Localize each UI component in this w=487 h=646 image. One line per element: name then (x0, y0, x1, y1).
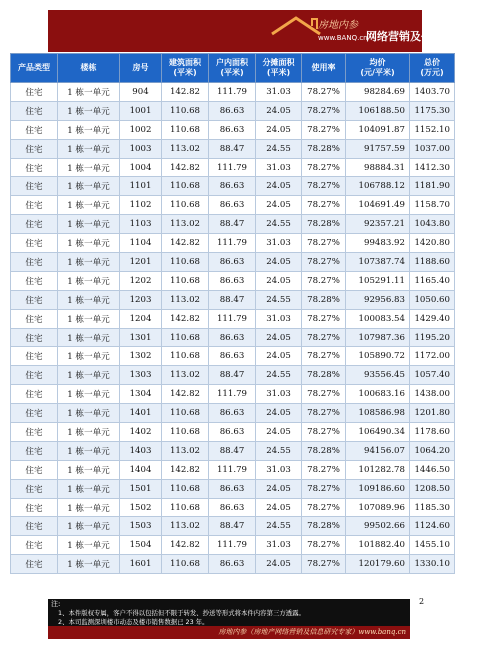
column-header-label: 户内面积 (216, 58, 248, 67)
table-cell: 1103 (120, 215, 162, 234)
column-header-label: 总价 (424, 58, 440, 67)
table-cell: 住宅 (11, 271, 58, 290)
table-cell: 住宅 (11, 404, 58, 423)
column-header-unit: (平米) (173, 68, 197, 77)
table-cell: 住宅 (11, 536, 58, 555)
note-monitoring: 2、本司监测深圳楼市动态及楼市销售数据已 23 年。 (58, 618, 209, 626)
column-header-label: 均价 (369, 58, 386, 67)
table-cell: 86.63 (209, 177, 256, 196)
column-header (162, 54, 209, 83)
table-cell: 110.68 (162, 196, 209, 215)
table-cell: 住宅 (11, 498, 58, 517)
table-cell: 1303 (120, 366, 162, 385)
table-cell: 1330.10 (410, 555, 455, 574)
table-cell: 78.27% (302, 404, 346, 423)
column-header (209, 54, 256, 83)
table-cell: 住宅 (11, 83, 58, 102)
table-cell: 111.79 (209, 309, 256, 328)
table-cell: 24.05 (256, 120, 302, 139)
table-cell: 78.27% (302, 271, 346, 290)
table-cell: 1402 (120, 423, 162, 442)
table-cell: 111.79 (209, 234, 256, 253)
table-cell: 住宅 (11, 177, 58, 196)
table-cell: 88.47 (209, 366, 256, 385)
table-cell: 24.05 (256, 423, 302, 442)
table-cell: 1104 (120, 234, 162, 253)
table-cell: 98884.31 (346, 158, 410, 177)
table-cell: 31.03 (256, 385, 302, 404)
note-copyright: 1、本件版权专属，客户不得以包括但不限于转发、抄送等形式将本件内容第三方透露。 (58, 609, 305, 617)
column-header-label: 房号 (132, 63, 149, 72)
table-cell: 24.05 (256, 253, 302, 272)
table-cell: 1 栋一单元 (58, 177, 120, 196)
table-cell: 110.68 (162, 555, 209, 574)
table-cell: 1178.60 (410, 423, 455, 442)
table-cell: 1 栋一单元 (58, 498, 120, 517)
table-cell: 1195.20 (410, 328, 455, 347)
table-cell: 100083.54 (346, 309, 410, 328)
table-cell: 24.05 (256, 404, 302, 423)
table-cell: 1455.10 (410, 536, 455, 555)
table-cell: 1124.60 (410, 517, 455, 536)
table-cell: 1175.30 (410, 101, 455, 120)
table-header-row (11, 54, 455, 83)
table-row (11, 441, 455, 460)
table-row (11, 139, 455, 158)
page-number: 2 (419, 597, 425, 606)
column-header (11, 54, 58, 83)
table-cell: 86.63 (209, 120, 256, 139)
column-header (120, 54, 162, 83)
table-row (11, 101, 455, 120)
table-cell: 110.68 (162, 120, 209, 139)
table-cell: 86.63 (209, 253, 256, 272)
table-cell: 1152.10 (410, 120, 455, 139)
table-cell: 住宅 (11, 215, 58, 234)
table-cell: 1 栋一单元 (58, 290, 120, 309)
table-cell: 113.02 (162, 517, 209, 536)
table-cell: 住宅 (11, 196, 58, 215)
table-row (11, 309, 455, 328)
notes-label: 注: (51, 600, 61, 608)
table-cell: 78.27% (302, 309, 346, 328)
table-cell: 1 栋一单元 (58, 271, 120, 290)
table-cell: 78.27% (302, 385, 346, 404)
table-cell: 78.27% (302, 120, 346, 139)
table-cell: 24.05 (256, 328, 302, 347)
table-cell: 113.02 (162, 441, 209, 460)
table-cell: 107387.74 (346, 253, 410, 272)
table-cell: 1 栋一单元 (58, 385, 120, 404)
table-cell: 106188.50 (346, 101, 410, 120)
table-cell: 110.68 (162, 271, 209, 290)
table-cell: 1403 (120, 441, 162, 460)
table-cell: 1403.70 (410, 83, 455, 102)
footer-bar (48, 626, 410, 639)
table-cell: 31.03 (256, 460, 302, 479)
table-cell: 1446.50 (410, 460, 455, 479)
table-cell: 1420.80 (410, 234, 455, 253)
table-cell: 1201 (120, 253, 162, 272)
column-header-label: 使用率 (311, 63, 336, 72)
table-cell: 1102 (120, 196, 162, 215)
table-cell: 1 栋一单元 (58, 309, 120, 328)
table-cell: 1504 (120, 536, 162, 555)
table-row (11, 83, 455, 102)
table-cell: 78.27% (302, 196, 346, 215)
table-cell: 1 栋一单元 (58, 196, 120, 215)
table-cell: 1001 (120, 101, 162, 120)
table-cell: 1158.70 (410, 196, 455, 215)
table-cell: 78.27% (302, 536, 346, 555)
table-cell: 1 栋一单元 (58, 366, 120, 385)
table-cell: 1 栋一单元 (58, 328, 120, 347)
table-cell: 78.27% (302, 498, 346, 517)
table-cell: 113.02 (162, 215, 209, 234)
table-cell: 1 栋一单元 (58, 460, 120, 479)
table-row (11, 498, 455, 517)
table-cell: 31.03 (256, 309, 302, 328)
table-cell: 住宅 (11, 555, 58, 574)
table-cell: 142.82 (162, 385, 209, 404)
banner-title: 网络营销及信息研究专家 (366, 30, 487, 43)
table-row (11, 536, 455, 555)
table-cell: 31.03 (256, 536, 302, 555)
table-cell: 78.27% (302, 253, 346, 272)
table-cell: 142.82 (162, 460, 209, 479)
table-cell: 107987.36 (346, 328, 410, 347)
table-cell: 86.63 (209, 101, 256, 120)
top-banner (48, 10, 487, 52)
table-cell: 111.79 (209, 83, 256, 102)
table-cell: 142.82 (162, 309, 209, 328)
table-cell: 24.05 (256, 271, 302, 290)
table-cell: 24.05 (256, 479, 302, 498)
table-cell: 24.55 (256, 139, 302, 158)
table-cell: 100683.16 (346, 385, 410, 404)
table-cell: 1404 (120, 460, 162, 479)
table-cell: 1 栋一单元 (58, 441, 120, 460)
table-cell: 1 栋一单元 (58, 536, 120, 555)
table-cell: 住宅 (11, 441, 58, 460)
table-cell: 24.55 (256, 517, 302, 536)
table-cell: 86.63 (209, 423, 256, 442)
table-cell: 住宅 (11, 385, 58, 404)
table-cell: 1181.90 (410, 177, 455, 196)
table-cell: 1438.00 (410, 385, 455, 404)
table-cell: 住宅 (11, 101, 58, 120)
table-row (11, 234, 455, 253)
table-cell: 1201.80 (410, 404, 455, 423)
table-cell: 110.68 (162, 177, 209, 196)
table-cell: 78.28% (302, 290, 346, 309)
table-cell: 住宅 (11, 290, 58, 309)
table-cell: 1 栋一单元 (58, 404, 120, 423)
table-cell: 86.63 (209, 271, 256, 290)
table-cell: 101882.40 (346, 536, 410, 555)
table-row (11, 385, 455, 404)
table-cell: 113.02 (162, 290, 209, 309)
table-row (11, 177, 455, 196)
table-cell: 904 (120, 83, 162, 102)
table-cell: 108586.98 (346, 404, 410, 423)
table-row (11, 517, 455, 536)
table-cell: 1002 (120, 120, 162, 139)
table-row (11, 328, 455, 347)
table-cell: 1 栋一单元 (58, 83, 120, 102)
column-header-label: 产品类型 (18, 63, 50, 72)
table-cell: 24.55 (256, 366, 302, 385)
table-cell: 105291.11 (346, 271, 410, 290)
table-body (11, 83, 455, 574)
table-cell: 住宅 (11, 139, 58, 158)
table-row (11, 253, 455, 272)
table-cell: 78.28% (302, 366, 346, 385)
table-cell: 86.63 (209, 404, 256, 423)
column-header-label: 建筑面积 (169, 58, 201, 67)
table-cell: 1172.00 (410, 347, 455, 366)
table-row (11, 555, 455, 574)
table-cell: 1 栋一单元 (58, 423, 120, 442)
table-cell: 92357.21 (346, 215, 410, 234)
column-header (346, 54, 410, 83)
table-row (11, 347, 455, 366)
table-cell: 1003 (120, 139, 162, 158)
table-cell: 94156.07 (346, 441, 410, 460)
table-cell: 98284.69 (346, 83, 410, 102)
table-cell: 78.28% (302, 517, 346, 536)
logo-name: 房地内参 (318, 20, 358, 31)
column-header-unit: (元/平米) (360, 68, 395, 77)
table-cell: 住宅 (11, 423, 58, 442)
table-row (11, 290, 455, 309)
table-cell: 111.79 (209, 158, 256, 177)
table-cell: 1412.30 (410, 158, 455, 177)
table-cell: 1004 (120, 158, 162, 177)
table-cell: 住宅 (11, 347, 58, 366)
table-cell: 24.55 (256, 215, 302, 234)
table-cell: 住宅 (11, 309, 58, 328)
table-cell: 1 栋一单元 (58, 555, 120, 574)
column-header (302, 54, 346, 83)
column-header-unit: (万元) (420, 68, 444, 77)
table-cell: 78.27% (302, 158, 346, 177)
table-cell: 104091.87 (346, 120, 410, 139)
table-cell: 120179.60 (346, 555, 410, 574)
table-cell: 31.03 (256, 83, 302, 102)
table-cell: 1204 (120, 309, 162, 328)
table-cell: 24.05 (256, 177, 302, 196)
table-cell: 88.47 (209, 517, 256, 536)
table-row (11, 120, 455, 139)
table-cell: 110.68 (162, 347, 209, 366)
table-cell: 1 栋一单元 (58, 215, 120, 234)
table-cell: 1 栋一单元 (58, 479, 120, 498)
table-cell: 142.82 (162, 536, 209, 555)
table-cell: 24.55 (256, 441, 302, 460)
table-cell: 109186.60 (346, 479, 410, 498)
table-cell: 113.02 (162, 139, 209, 158)
table-cell: 86.63 (209, 555, 256, 574)
table-cell: 99502.66 (346, 517, 410, 536)
table-cell: 1185.30 (410, 498, 455, 517)
table-cell: 110.68 (162, 101, 209, 120)
table-cell: 78.27% (302, 234, 346, 253)
table-cell: 110.68 (162, 423, 209, 442)
table-cell: 住宅 (11, 234, 58, 253)
table-cell: 1064.20 (410, 441, 455, 460)
table-cell: 88.47 (209, 139, 256, 158)
table-cell: 1050.60 (410, 290, 455, 309)
table-cell: 1203 (120, 290, 162, 309)
table-cell: 86.63 (209, 196, 256, 215)
column-header (58, 54, 120, 83)
table-cell: 111.79 (209, 385, 256, 404)
table-cell: 1502 (120, 498, 162, 517)
table-cell: 78.28% (302, 215, 346, 234)
column-header-label: 楼栋 (80, 63, 97, 72)
table-cell: 1 栋一单元 (58, 139, 120, 158)
table-cell: 91757.59 (346, 139, 410, 158)
table-row (11, 215, 455, 234)
table-cell: 1401 (120, 404, 162, 423)
table-cell: 93556.45 (346, 366, 410, 385)
table-cell: 110.68 (162, 479, 209, 498)
table-row (11, 366, 455, 385)
table-cell: 142.82 (162, 158, 209, 177)
table-cell: 1202 (120, 271, 162, 290)
table-cell: 78.27% (302, 423, 346, 442)
table-cell: 1 栋一单元 (58, 253, 120, 272)
table-cell: 86.63 (209, 498, 256, 517)
table-cell: 1 栋一单元 (58, 234, 120, 253)
table-cell: 住宅 (11, 120, 58, 139)
table-cell: 78.27% (302, 460, 346, 479)
table-cell: 1 栋一单元 (58, 101, 120, 120)
table-cell: 88.47 (209, 290, 256, 309)
table-row (11, 460, 455, 479)
table-cell: 1 栋一单元 (58, 347, 120, 366)
table-row (11, 479, 455, 498)
table-cell: 92956.83 (346, 290, 410, 309)
table-cell: 86.63 (209, 328, 256, 347)
table-cell: 24.05 (256, 101, 302, 120)
table-cell: 1 栋一单元 (58, 120, 120, 139)
footer-brand-text: 房地内参（房地产网络营销及信息研究专家）www.banq.cn (218, 628, 406, 636)
column-header (410, 54, 455, 83)
table-cell: 101282.78 (346, 460, 410, 479)
table-cell: 24.55 (256, 290, 302, 309)
table-cell: 1188.60 (410, 253, 455, 272)
price-table (10, 53, 455, 574)
table-cell: 1 栋一单元 (58, 158, 120, 177)
table-cell: 24.05 (256, 555, 302, 574)
table-cell: 78.27% (302, 177, 346, 196)
table-cell: 住宅 (11, 479, 58, 498)
table-cell: 86.63 (209, 347, 256, 366)
table-cell: 107089.96 (346, 498, 410, 517)
table-cell: 住宅 (11, 253, 58, 272)
table-cell: 106788.12 (346, 177, 410, 196)
table-cell: 111.79 (209, 536, 256, 555)
logo-url: www.BANQ.cn (318, 34, 368, 42)
table-cell: 住宅 (11, 158, 58, 177)
table-cell: 86.63 (209, 479, 256, 498)
table-cell: 78.27% (302, 479, 346, 498)
table-cell: 1043.80 (410, 215, 455, 234)
table-cell: 1429.40 (410, 309, 455, 328)
table-cell: 105890.72 (346, 347, 410, 366)
table-cell: 78.27% (302, 101, 346, 120)
table-cell: 88.47 (209, 441, 256, 460)
table-cell: 142.82 (162, 83, 209, 102)
table-row (11, 423, 455, 442)
table-row (11, 196, 455, 215)
table-cell: 78.27% (302, 328, 346, 347)
table-cell: 1304 (120, 385, 162, 404)
table-cell: 110.68 (162, 404, 209, 423)
column-header-unit: (平米) (220, 68, 244, 77)
table-cell: 110.68 (162, 328, 209, 347)
table-cell: 104691.49 (346, 196, 410, 215)
column-header-unit: (平米) (266, 68, 291, 77)
table-cell: 1301 (120, 328, 162, 347)
table-cell: 1165.40 (410, 271, 455, 290)
table-cell: 88.47 (209, 215, 256, 234)
table-cell: 住宅 (11, 328, 58, 347)
column-header (256, 54, 302, 83)
table-cell: 110.68 (162, 498, 209, 517)
column-header-label: 分摊面积 (262, 58, 295, 67)
table-row (11, 158, 455, 177)
table-cell: 31.03 (256, 158, 302, 177)
table-cell: 1 栋一单元 (58, 517, 120, 536)
table-cell: 78.27% (302, 555, 346, 574)
table-cell: 111.79 (209, 460, 256, 479)
table-cell: 1503 (120, 517, 162, 536)
table-cell: 78.27% (302, 83, 346, 102)
table-cell: 142.82 (162, 234, 209, 253)
table-cell: 住宅 (11, 366, 58, 385)
table-cell: 住宅 (11, 517, 58, 536)
table-row (11, 404, 455, 423)
table-cell: 110.68 (162, 253, 209, 272)
table-cell: 106490.34 (346, 423, 410, 442)
table-cell: 1302 (120, 347, 162, 366)
table-cell: 24.05 (256, 498, 302, 517)
table-cell: 24.05 (256, 196, 302, 215)
table-cell: 78.28% (302, 441, 346, 460)
table-cell: 1601 (120, 555, 162, 574)
table-cell: 1208.50 (410, 479, 455, 498)
table-cell: 1057.40 (410, 366, 455, 385)
table-cell: 78.28% (302, 139, 346, 158)
table-cell: 1101 (120, 177, 162, 196)
table-cell: 99483.92 (346, 234, 410, 253)
table-row (11, 271, 455, 290)
table-cell: 1501 (120, 479, 162, 498)
table-cell: 1037.00 (410, 139, 455, 158)
table-cell: 31.03 (256, 234, 302, 253)
table-cell: 113.02 (162, 366, 209, 385)
table-cell: 78.27% (302, 347, 346, 366)
table-cell: 24.05 (256, 347, 302, 366)
table-cell: 住宅 (11, 460, 58, 479)
